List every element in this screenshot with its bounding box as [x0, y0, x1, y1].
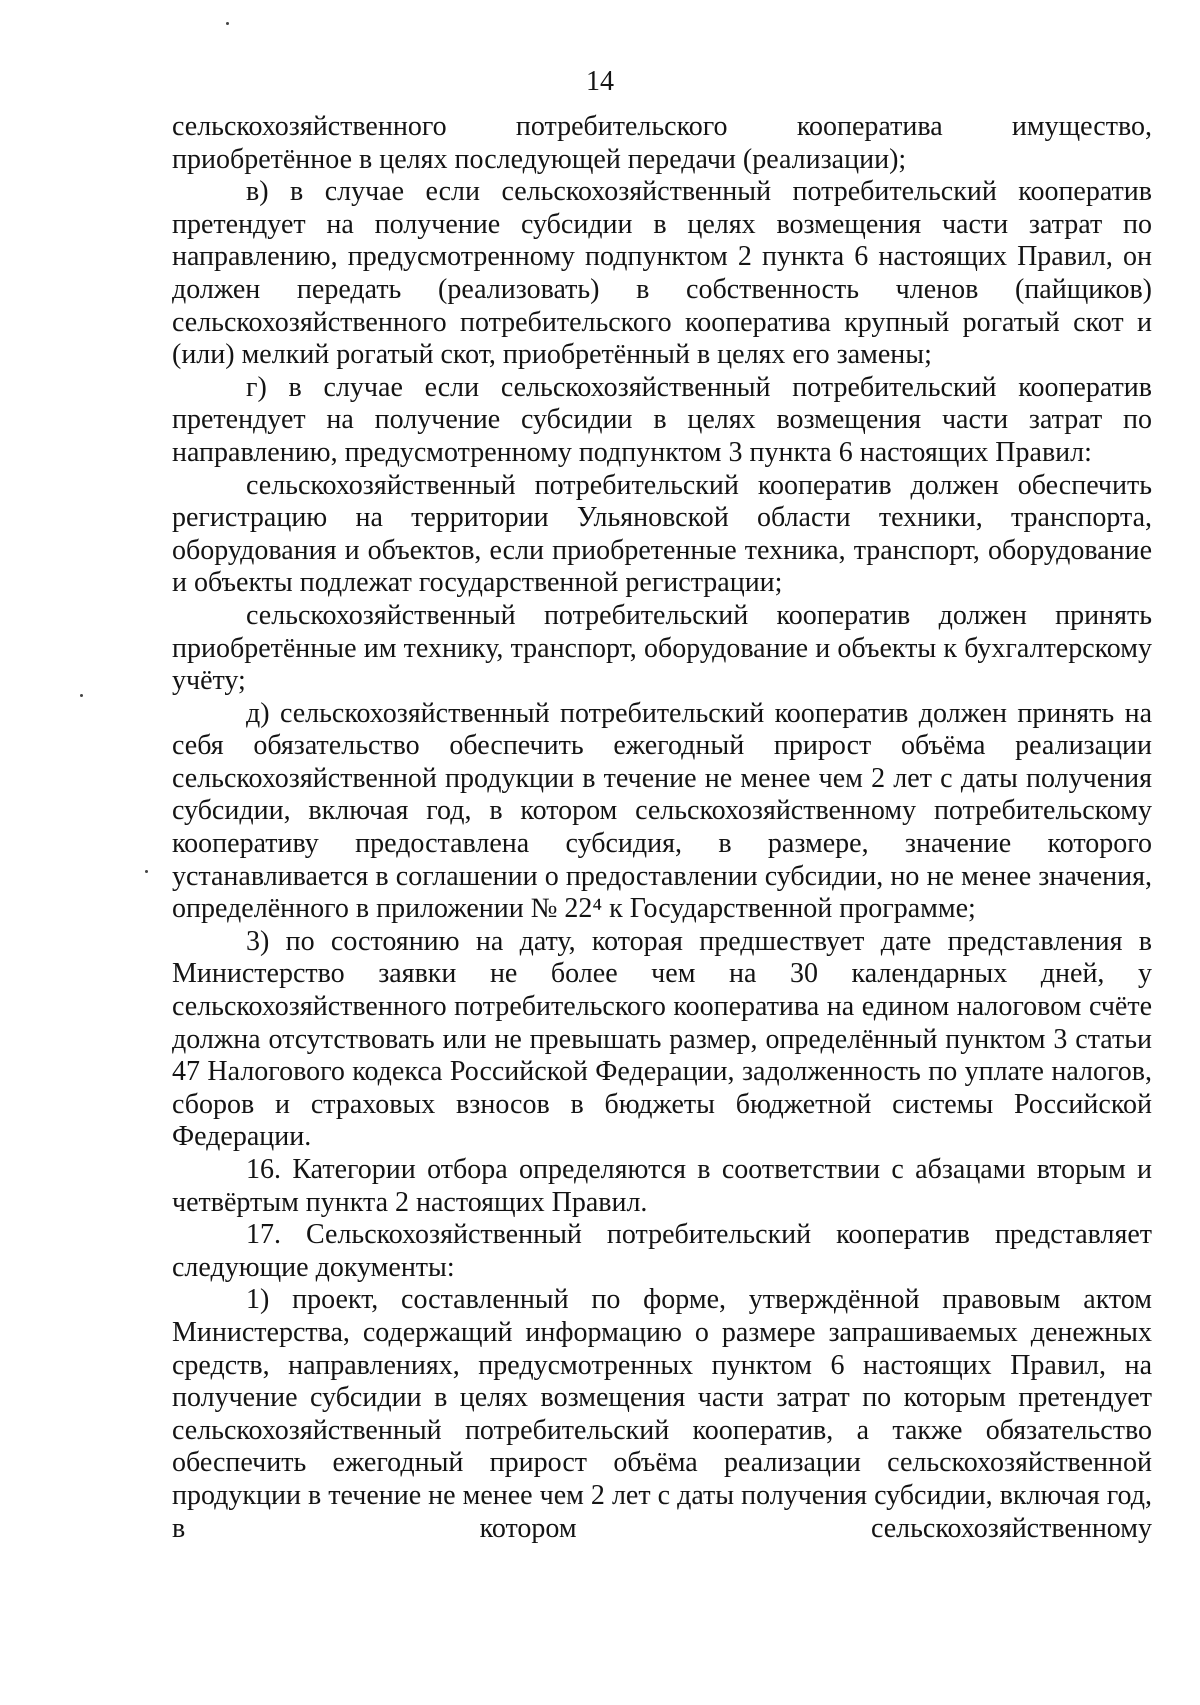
paragraph-registration: сельскохозяйственный потребительский кооператив должен обеспечить регистрацию на территории Ульяновской области техники, транспорта, оборудования и объектов, если приобретенные техника, транспорт, оборудование и объекты подлежат государственной регистрации;	[172, 469, 1152, 599]
paragraph-clause-17: 17. Сельскохозяйственный потребительский кооператив представляет следующие документы:	[172, 1219, 1152, 1283]
paragraph-item-3: 3) по состоянию на дату, которая предшествует дате представления в Министерство заявки не более чем на 30 календарных дней, у сельскохозяйственного потребительского кооператива на едином налоговом счёте должна отсутствовать или не превышать размер, определённый пунктом 3 статьи 47 Налогового кодекса Российской Федерации, задолженность по уплате налогов, сборов и страховых взносов в бюджеты бюджетной системы Российской Федерации.	[172, 925, 1152, 1153]
paragraph-continuation: сельскохозяйственного потребительского кооператива имущество, приобретённое в целях последующей передачи (реализации);	[172, 111, 1152, 175]
page-number: 14	[586, 66, 614, 97]
scan-speck	[226, 22, 229, 25]
document-body	[172, 111, 1152, 1545]
paragraph-item-1: 1) проект, составленный по форме, утверждённой правовым актом Министерства, содержащий информацию о размере запрашиваемых денежных средств, направлениях, предусмотренных пунктом 6 настоящих Правил, на получение субсидии в целях возмещения части затрат по которым претендует сельскохозяйственный потребительский кооператив, а также обязательство обеспечить ежегодный прирост объёма реализации сельскохозяйственной продукции в течение не менее чем 2 лет с даты получения субсидии, включая год, в котором сельскохозяйственному	[172, 1284, 1152, 1544]
scan-speck	[80, 694, 83, 697]
paragraph-item-d: д) сельскохозяйственный потребительский кооператив должен принять на себя обязательство обеспечить ежегодный прирост объёма реализации сельскохозяйственной продукции в течение не менее чем 2 лет с даты получения субсидии, включая год, в котором сельскохозяйственному потребительскому кооперативу предоставлена субсидия, в размере, значение которого устанавливается в соглашении о предоставлении субсидии, но не менее значения, определённого в приложении № 22⁴ к Государственной программе;	[172, 697, 1152, 925]
paragraph-item-v: в) в случае если сельскохозяйственный потребительский кооператив претендует на получение субсидии в целях возмещения части затрат по направлению, предусмотренному подпунктом 2 пункта 6 настоящих Правил, он должен передать (реализовать) в собственность членов (пайщиков) сельскохозяйственного потребительского кооператива крупный рогатый скот и (или) мелкий рогатый скот, приобретённый в целях его замены;	[172, 176, 1152, 371]
scan-speck	[145, 870, 148, 873]
paragraph-item-g: г) в случае если сельскохозяйственный потребительский кооператив претендует на получение субсидии в целях возмещения части затрат по направлению, предусмотренному подпунктом 3 пункта 6 настоящих Правил:	[172, 371, 1152, 468]
paragraph-accounting: сельскохозяйственный потребительский кооператив должен принять приобретённые им технику, транспорт, оборудование и объекты к бухгалтерскому учёту;	[172, 599, 1152, 697]
paragraph-clause-16: 16. Категории отбора определяются в соответствии с абзацами вторым и четвёртым пункта 2 настоящих Правил.	[172, 1154, 1152, 1218]
